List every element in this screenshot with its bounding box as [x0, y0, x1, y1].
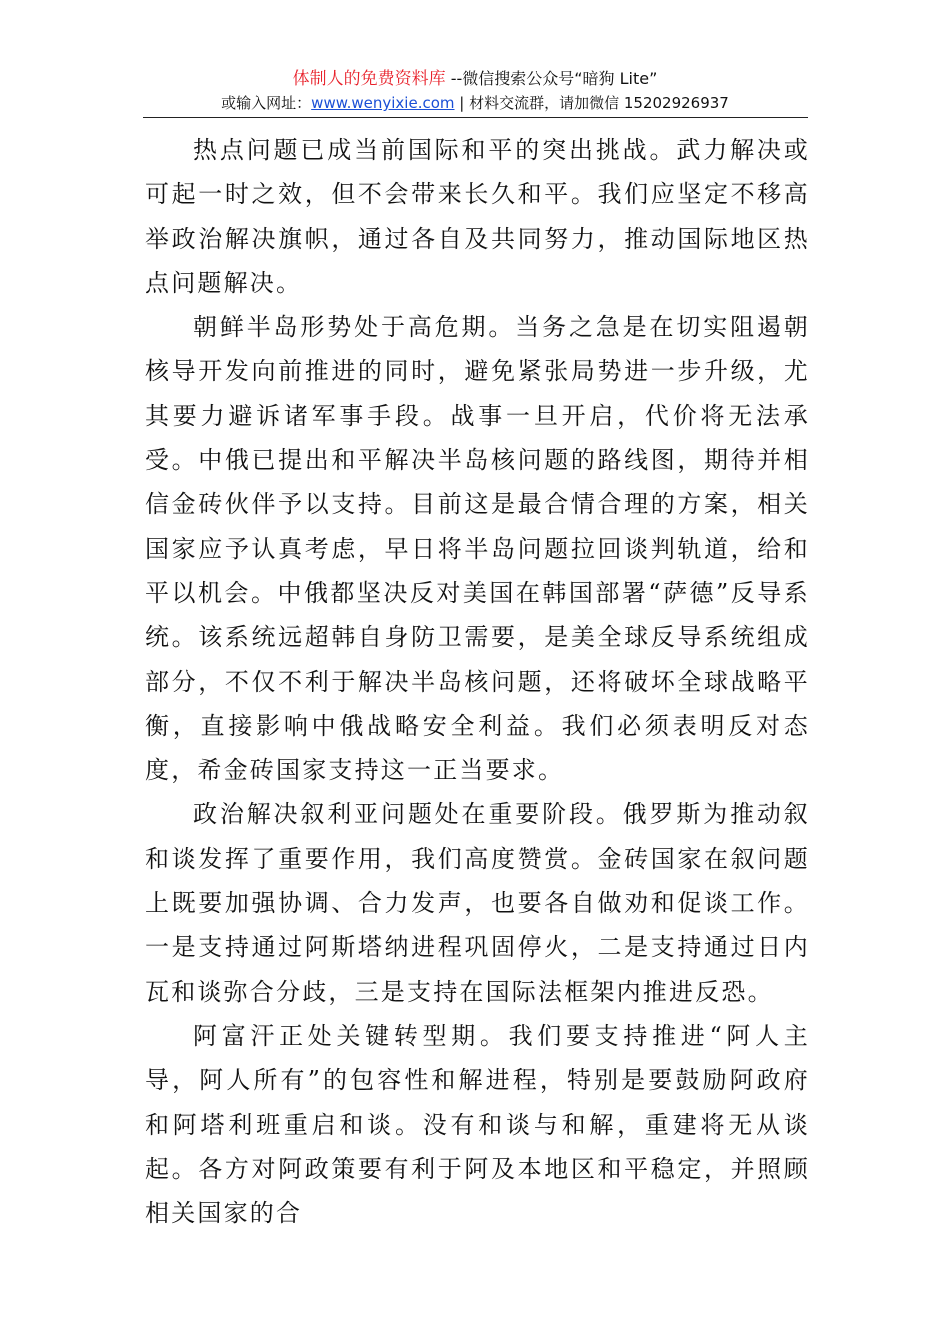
contact-info: | 材料交流群，请加微信 15202926937 [454, 94, 729, 112]
header-contact-line [0, 92, 950, 114]
header-divider [143, 117, 808, 118]
website-link[interactable]: www.wenyixie.com [311, 94, 455, 112]
paragraph-korean-peninsula: 朝鲜半岛形势处于高危期。当务之急是在切实阻遏朝核导开发向前推进的同时，避免紧张局势进一步升级，尤其要力避诉诸军事手段。战事一旦开启，代价将无法承受。中俄已提出和平解决半岛核问题的路线图，期待并相信金砖伙伴予以支持。目前这是最合情合理的方案，相关国家应予认真考虑，早日将半岛问题拉回谈判轨道，给和平以机会。中俄都坚决反对美国在韩国部署“萨德”反导系统。该系统远超韩自身防卫需要，是美全球反导系统组成部分，不仅不利于解决半岛核问题，还将破坏全球战略平衡，直接影响中俄战略安全利益。我们必须表明反对态度，希金砖国家支持这一正当要求。 [145, 313, 810, 785]
url-prefix: 或输入网址： [221, 94, 312, 112]
header-tagline: --微信搜索公众号“暗狗 Lite” [445, 69, 658, 88]
page-header [0, 68, 950, 114]
header-promo-line [0, 68, 950, 90]
document-body [145, 128, 810, 1235]
brand-name: 体制人的免费资料库 [292, 69, 446, 89]
paragraph-syria: 政治解决叙利亚问题处在重要阶段。俄罗斯为推动叙和谈发挥了重要作用，我们高度赞赏。金砖国家在叙问题上既要加强协调、合力发声，也要各自做劝和促谈工作。一是支持通过阿斯塔纳进程巩固停火，二是支持通过日内瓦和谈弥合分歧，三是支持在国际法框架内推进反恐。 [145, 800, 810, 1006]
paragraph-hotspot-issues: 热点问题已成当前国际和平的突出挑战。武力解决或可起一时之效，但不会带来长久和平。我们应坚定不移高举政治解决旗帜，通过各自及共同努力，推动国际地区热点问题解决。 [145, 136, 810, 297]
paragraph-afghanistan: 阿富汗正处关键转型期。我们要支持推进“阿人主导，阿人所有”的包容性和解进程，特别是要鼓励阿政府和阿塔利班重启和谈。没有和谈与和解，重建将无从谈起。各方对阿政策要有利于阿及本地区和平稳定，并照顾相关国家的合 [145, 1021, 810, 1228]
